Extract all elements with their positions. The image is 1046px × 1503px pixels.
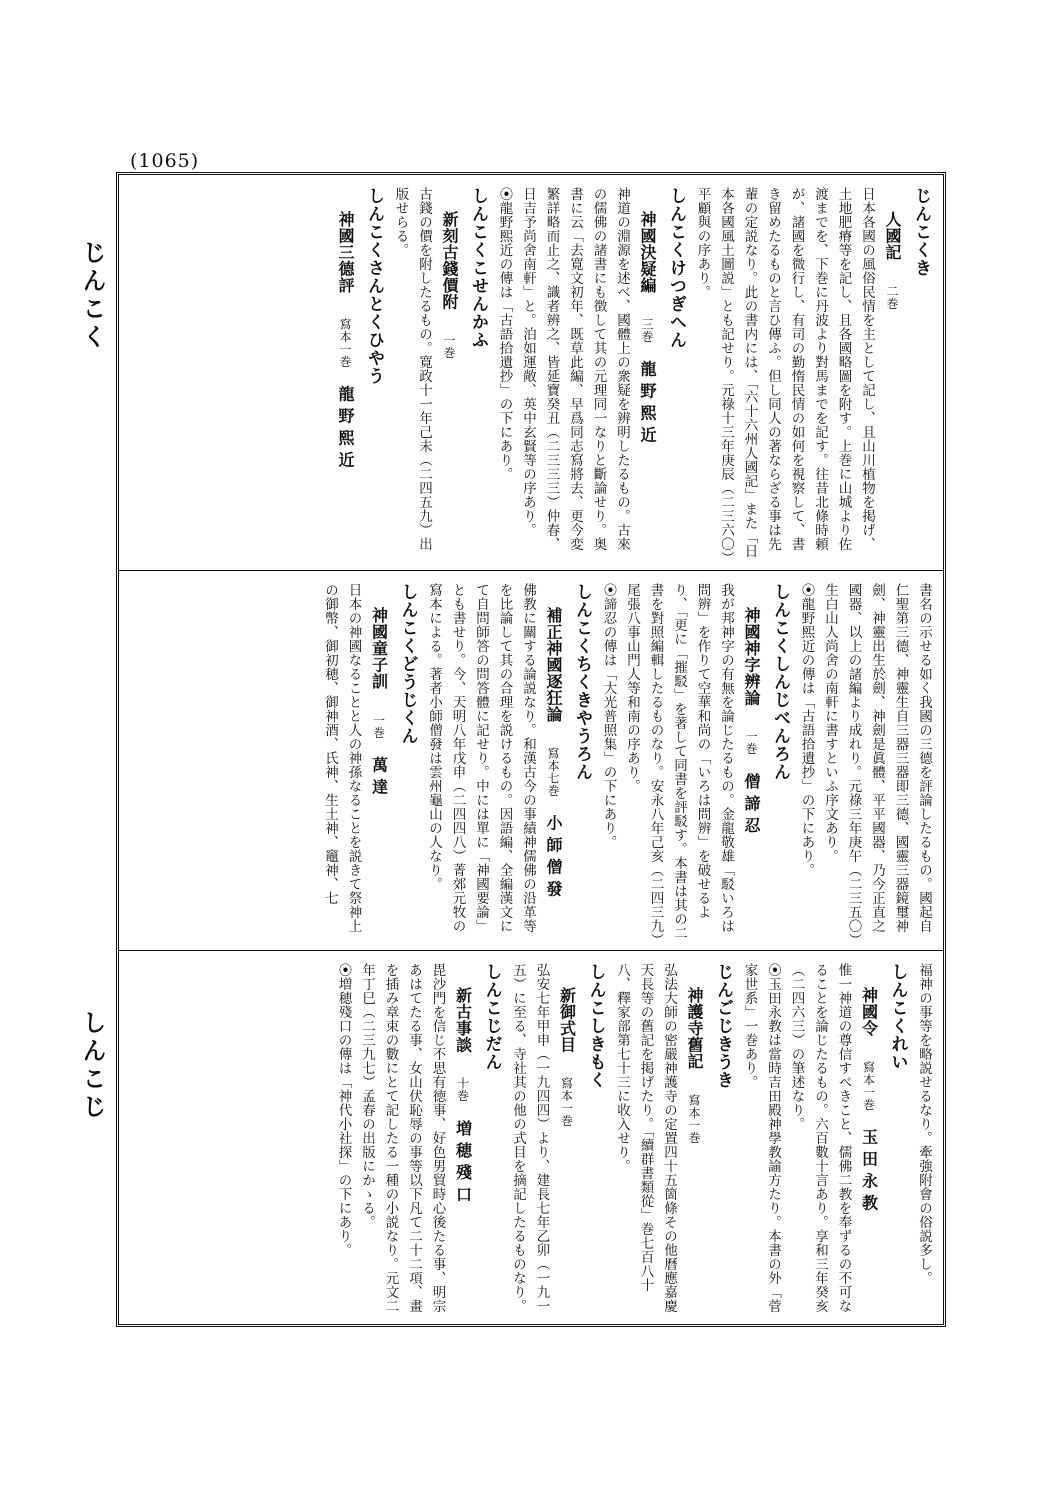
- entry-author: 玉田永教: [859, 1128, 879, 1217]
- entry-heading: じんこくき: [911, 187, 931, 277]
- top-band-text: [127, 187, 935, 562]
- middle-band-text: [127, 583, 935, 942]
- entry-body: 古錢の價を附したるもの。寛政十一年己未（二四五九）出版せらる。: [392, 187, 432, 551]
- entry-title-line: [680, 963, 708, 1316]
- entry-title-line: [539, 583, 567, 942]
- entry-heading: しんこくけつぎへん: [666, 187, 686, 349]
- entry-volumes: 二巻: [885, 284, 899, 310]
- entry-title: 神護寺舊記: [685, 987, 704, 1070]
- entry-body: 毘沙門を信じ不思有徳事、好色男貿時心後たる事、明宗あはてたる事、女山伏恥辱の事等以下凡て二十二項、畫を插み章束の數にとて記したる一種の小説なり。元文二年丁巳（二三九七）孟春の出版にかゝる。: [359, 963, 446, 1313]
- entry-title: 新御式目: [557, 987, 577, 1053]
- entry-heading: しんこくちくきやうろん: [572, 583, 592, 781]
- entry-volumes: 寫本一巻: [861, 1060, 876, 1111]
- entry-reference: ⦿諦忍の傳は「大光普照集」の下にあり。: [600, 583, 617, 849]
- entry-volumes: 一巻: [371, 713, 386, 739]
- entry-body: 弘安七年甲申（一九四四）より、建長七年乙卯（一九一五）に至る、寺社其の他の式目を摘記したるものなり。: [510, 963, 550, 1313]
- entry-heading: じんごじきうき: [713, 963, 733, 1089]
- entry-author: 龍野熙近: [336, 385, 355, 474]
- entry-title: 神國童子訓: [369, 607, 389, 690]
- entry-author: 増穂殘口: [453, 1120, 473, 1208]
- entry-body: 神道の淵源を述べ、國體上の衆疑を辨明したるもの。古來の儒佛の諸書にも徴して其の元理同一なりと斷論せり。奥書に云「去寛文初年、既草此編、早爲同志寫將去、更今変繁詳略而止之、識者辨之、皆延寶癸丑（二三三三）仲春、日吉予尚舍南軒」と。泊如運敞、英中玄賢等の序あり。: [520, 187, 630, 551]
- bottom-band: [119, 950, 943, 1324]
- entry-title: 神國決疑編: [638, 211, 657, 294]
- entry-body: 佛教に關する論説なり。和漢古今の事績神儒佛の沿革等を比論して其の合理を説けるもの。因語編、全編漢文にて自問師答の問答體に記せり。中には單に「神國要論」とも書せり。今、天明八年戊申（二四四八）菁郊元牧の寫本による。著者小師僧發は雲州龜山の人なり。: [426, 583, 536, 933]
- entry-author: 龍野熙近: [638, 360, 657, 449]
- entry-body: 福神の事等を略説せるなり。牽強附會の俗説多し。: [916, 963, 932, 1285]
- entry-body: 惟一神道の尊信すべきこと、儒佛二教を奉ずるの不可なることを論じたるもの。六百數十言あり。享和三年癸亥（二四六三）の筆述なり。: [788, 963, 852, 1313]
- entry-volumes: 十巻: [455, 1077, 470, 1102]
- entry-title-line: [855, 963, 883, 1316]
- top-band: [119, 175, 943, 570]
- entry-body: 日本各國の風俗民情を主として記し、且山川植物を掲げ、土地肥瘠等を記し、且各國略圖を附す。上巻に山城より佐渡までを、下巻に丹波より對馬までを記す。往昔北條時頼が、諸國を微行し、有司の勤惰民情の如何を視察して、書き留めたるものと言ひ傳ふ。但し同人の著ならざる事は先輩の定説なり。此の書内には、「六十六州人國記」また「日本各國風土圖説」とも記せり。元祿十三年庚辰（二三六〇）平顧與の序あり。: [694, 187, 875, 559]
- page-number: (1065): [130, 150, 200, 172]
- entry-title-line: [737, 583, 765, 942]
- entry-body: 書名の示せる如く我國の三德を評論したるもの。國起自仁聖第三德、神靈生自三器三器即三德、國靈三器鏡璽神劍、神靈出生於劍、神劍是眞體、平平國器、乃今正直之國器、以上の諸編より成れり。元祿三年庚午（二三五〇）生白山人尚舍の南軒に書すといふ序文あり。: [822, 583, 932, 941]
- entry-title-line: [365, 583, 393, 942]
- entry-volumes: 寫本七巻: [546, 746, 560, 797]
- entry-volumes: 寫本一巻: [338, 317, 352, 368]
- entry-reference: ⦿龍野熙近の傳は「古語拾遺抄」の下にあり。: [798, 583, 815, 877]
- entry-title: 新古事談: [453, 987, 473, 1053]
- page-frame: [116, 172, 946, 1327]
- entry-reference: ⦿増穂殘口の傳は「神代小社探」の下にあり。: [335, 963, 352, 1257]
- entry-author: 小師僧發: [544, 814, 563, 903]
- entry-author: 僧諦忍: [742, 773, 761, 839]
- entry-title: 人國記: [883, 211, 902, 261]
- entry-volumes: 一巻: [744, 730, 758, 755]
- bottom-band-text: [127, 963, 935, 1316]
- running-head-bottom: しんこじ: [78, 1010, 106, 1122]
- entry-title-line: [331, 187, 359, 562]
- entry-heading: しんこくどうじくん: [397, 583, 418, 745]
- entry-body: 弘法大師の密嚴神護寺の定置四十五箇條その他曆應嘉慶天長等の舊記を掲げたり。「續群書類從」巻七百八十八、釋家部第七十三に收入せり。: [614, 963, 677, 1313]
- entry-title-line: [435, 187, 463, 562]
- entry-title-line: [878, 187, 906, 562]
- entry-volumes: 三巻: [640, 317, 654, 343]
- entry-title: 神國令: [859, 987, 879, 1037]
- entry-volumes: 寫本一巻: [559, 1077, 574, 1127]
- entry-volumes: 一巻: [442, 334, 456, 359]
- entry-heading: しんこくれい: [887, 963, 908, 1071]
- entry-heading: しんこくこせんかふ: [468, 187, 488, 349]
- entry-title: 神國三德評: [336, 211, 355, 294]
- entry-heading: しんこじだん: [481, 963, 502, 1071]
- entry-volumes: 寫本一巻: [687, 1093, 701, 1144]
- running-head-top: じんこく: [78, 240, 106, 352]
- entry-title: 神國神字辨論: [742, 607, 761, 706]
- entry-heading: しんこくしんじべんろん: [770, 583, 790, 781]
- entry-reference: ⦿龍野熙近の傳は「古語拾遺抄」の下にあり。: [496, 187, 513, 481]
- entry-title-line: [633, 187, 661, 562]
- entry-reference: ⦿玉田永教は當時吉田殿神學教諭方たり。本書の外「菅家世系」一巻あり。: [741, 963, 781, 1313]
- middle-band: [119, 570, 943, 950]
- entry-author: 萬達: [369, 756, 389, 801]
- entry-title-line: [449, 963, 477, 1316]
- entry-title-line: [553, 963, 581, 1316]
- entry-body: 我が邦神字の有無を論じたるもの。金龍敬雄「駁いろは問辨」を作りて空華和尚の「いろは問辨」を破せるより、「更に「摧駁」を著して同書を評駁す。本書は其の二書を對照編輯したるものなり。安永八年己亥（二四三九）尾張八事山門人等和南の序あり。: [624, 583, 734, 941]
- entry-body: 日本の神國なることと人の神孫なることを説きて祭神上の御幣、御初穂、御神酒、氏神、生土神、竈神、七: [322, 583, 362, 933]
- entry-title: 補正神國逐狂論: [544, 607, 563, 723]
- entry-title: 新刻古錢價附: [440, 211, 459, 310]
- entry-heading: しんこくさんとくひやう: [364, 187, 384, 385]
- entry-heading: しんこしきもく: [585, 963, 606, 1089]
